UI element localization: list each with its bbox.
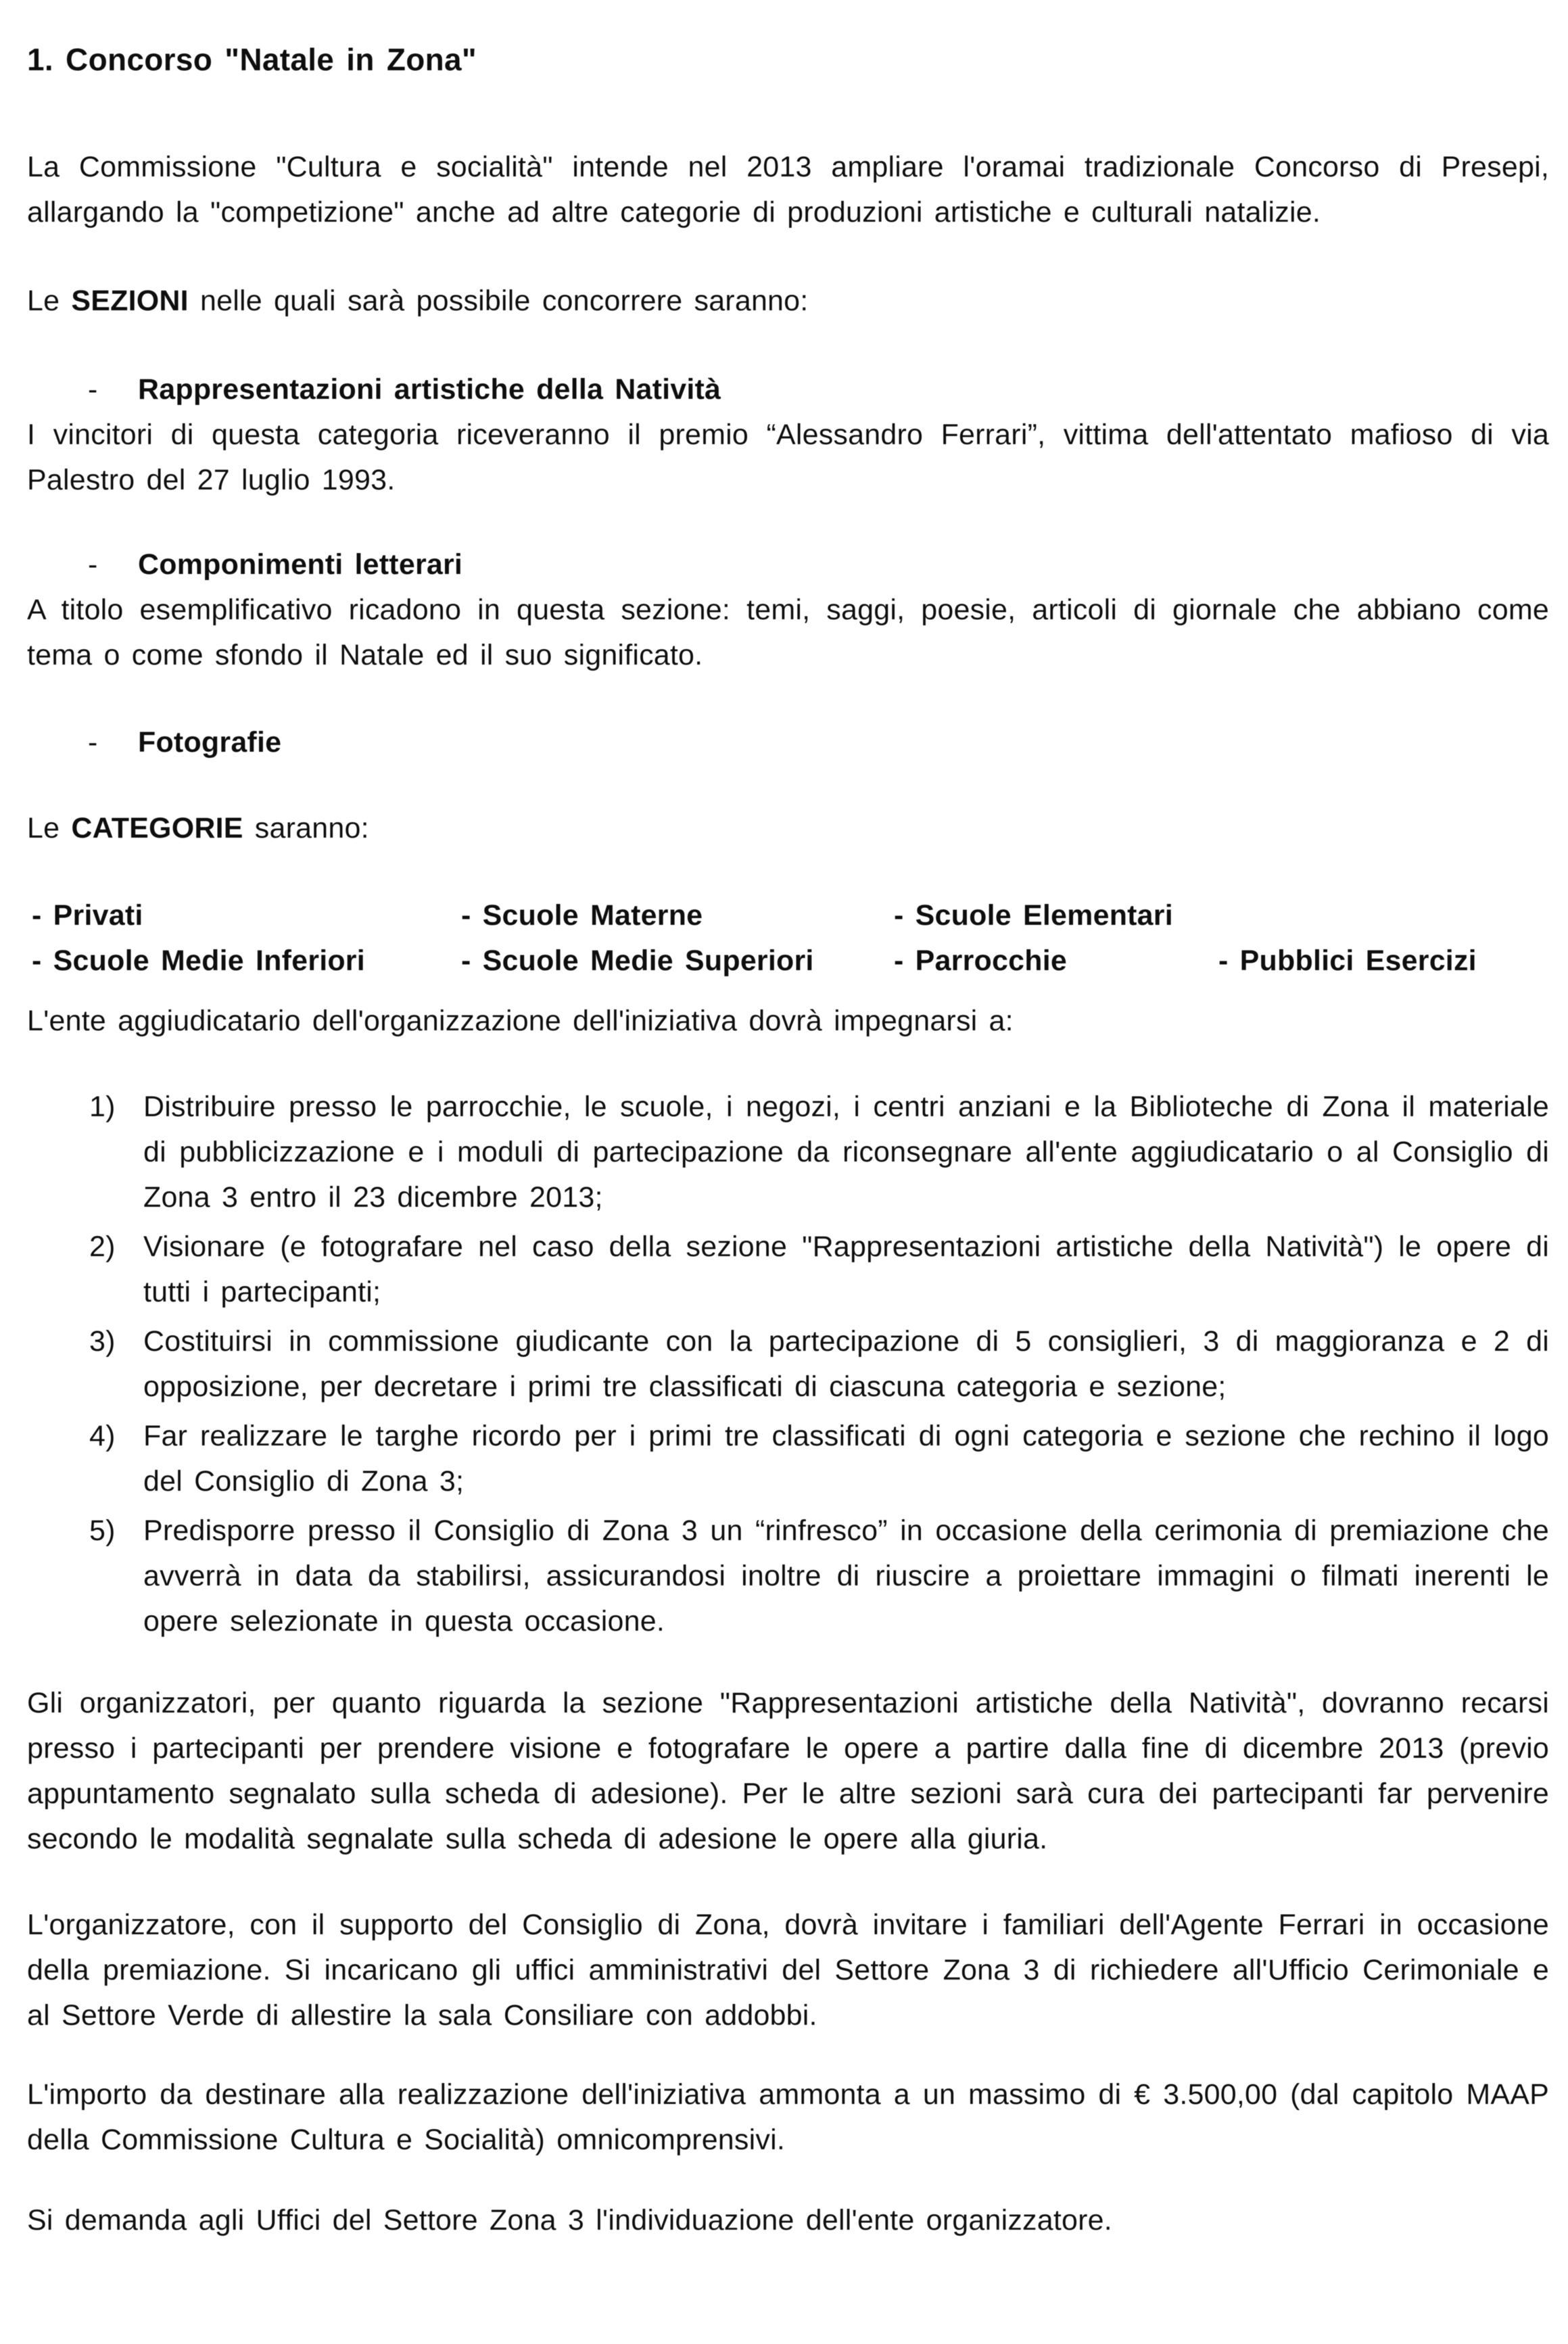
list-item: [27, 1508, 1549, 1644]
list-item-text: Distribuire presso le parrocchie, le scuole, i negozi, i centri anziani e la Biblioteche di Zona il materiale di pubblicizzazione e i moduli di partecipazione da riconsegnare all'ente aggiudicatario o al Consiglio di Zona 3 entro il 23 dicembre 2013;: [143, 1091, 1549, 1214]
page-title: 1. Concorso "Natale in Zona": [27, 42, 477, 77]
dash-bullet: -: [88, 726, 98, 759]
list-item-text: Visionare (e fotografare nel caso della sezione "Rappresentazioni artistiche della Natività") le opere di tutti i partecipanti;: [143, 1230, 1549, 1308]
categorie-keyword: CATEGORIE: [71, 812, 243, 844]
categorie-prefix: Le: [27, 812, 72, 844]
list-item-number: 4): [89, 1420, 116, 1452]
obligations-list: [27, 1084, 1549, 1644]
organizzatore-paragraph: L'organizzatore, con il supporto del Consiglio di Zona, dovrà invitare i familiari dell'Agente Ferrari in occasione della premiazione. Si incaricano gli uffici amministrativi del Settore Zona 3 di richiedere all'Ufficio Cerimoniale e al Settore Verde di allestire la sala Consiliare con addobbi.: [27, 1909, 1549, 2032]
section-heading-label: Rappresentazioni artistiche della Natività: [138, 373, 721, 406]
categorie-suffix: saranno:: [243, 812, 369, 844]
section-heading-label: Componimenti letterari: [138, 548, 463, 581]
sezioni-line: [27, 279, 1549, 324]
list-item-number: 2): [89, 1230, 116, 1263]
list-item: [27, 1414, 1549, 1504]
category-item: - Privati: [32, 899, 143, 932]
dash-bullet: -: [88, 548, 98, 581]
list-item-text: Predisporre presso il Consiglio di Zona 3 un “rinfresco” in occasione della cerimonia di premiazione che avverrà in data da stabilirsi, assicurandosi inoltre di riuscire a proiettare immagini o filmati inerenti le opere selezionate in questa occasione.: [143, 1514, 1549, 1637]
organizzatori-paragraph: Gli organizzatori, per quanto riguarda la sezione "Rappresentazioni artistiche della Natività", dovranno recarsi presso i partecipanti per prendere visione e fotografare le opere a partire dalla fine di dicembre 2013 (previo appuntamento segnalato sulla scheda di adesione). Per le altre sezioni sarà cura dei partecipanti far pervenire secondo le modalità segnalate sulla scheda di adesione le opere alla giuria.: [27, 1687, 1549, 1855]
section-heading-rappresentazioni: [27, 367, 1549, 412]
list-item-text: Costituirsi in commissione giudicante con la partecipazione di 5 consiglieri, 3 di maggioranza e 2 di opposizione, per decretare i primi tre classificati di ciascuna categoria e sezione;: [143, 1325, 1549, 1403]
category-item: - Scuole Medie Superiori: [461, 944, 814, 977]
section-heading-componimenti: [27, 542, 1549, 588]
section-body-componimenti: A titolo esemplificativo ricadono in questa sezione: temi, saggi, poesie, articoli di giornale che abbiano come tema o come sfondo il Natale ed il suo significato.: [27, 594, 1549, 671]
category-item: - Scuole Medie Inferiori: [32, 944, 365, 977]
section-body-rappresentazioni: I vincitori di questa categoria riceveranno il premio “Alessandro Ferrari”, vittima dell'attentato mafioso di via Palestro del 27 luglio 1993.: [27, 418, 1549, 496]
ente-line: L'ente aggiudicatario dell'organizzazione dell'iniziativa dovrà impegnarsi a:: [27, 1005, 1014, 1037]
list-item: [27, 1084, 1549, 1220]
list-item-number: 1): [89, 1091, 116, 1123]
category-item: - Pubblici Esercizi: [1218, 944, 1477, 977]
intro-paragraph: La Commissione "Cultura e socialità" intende nel 2013 ampliare l'oramai tradizionale Concorso di Presepi, allargando la "competizione" anche ad altre categorie di produzioni artistiche e culturali natalizie.: [27, 151, 1549, 229]
section-heading-label: Fotografie: [138, 726, 282, 759]
list-item-text: Far realizzare le targhe ricordo per i primi tre classificati di ogni categoria e sezione che rechino il logo del Consiglio di Zona 3;: [143, 1420, 1549, 1498]
category-item: - Scuole Materne: [461, 899, 703, 932]
dash-bullet: -: [88, 373, 98, 406]
categories-row-1: [32, 893, 1549, 938]
categories-row-2: [32, 938, 1549, 984]
list-item-number: 5): [89, 1514, 116, 1547]
sezioni-prefix: Le: [27, 285, 72, 317]
category-item: - Parrocchie: [894, 944, 1067, 977]
list-item: [27, 1319, 1549, 1410]
section-heading-fotografie: [27, 720, 1549, 765]
sezioni-keyword: SEZIONI: [71, 285, 189, 317]
sezioni-suffix: nelle quali sarà possibile concorrere saranno:: [188, 285, 809, 317]
categorie-line: [27, 806, 1549, 851]
list-item-number: 3): [89, 1325, 116, 1358]
category-item: - Scuole Elementari: [894, 899, 1173, 932]
importo-paragraph: L'importo da destinare alla realizzazione dell'iniziativa ammonta a un massimo di € 3.500,00 (dal capitolo MAAP della Commissione Cultura e Socialità) omnicomprensivi.: [27, 2078, 1549, 2156]
demanda-paragraph: Si demanda agli Uffici del Settore Zona 3 l'individuazione dell'ente organizzatore.: [27, 2204, 1112, 2237]
list-item: [27, 1224, 1549, 1315]
